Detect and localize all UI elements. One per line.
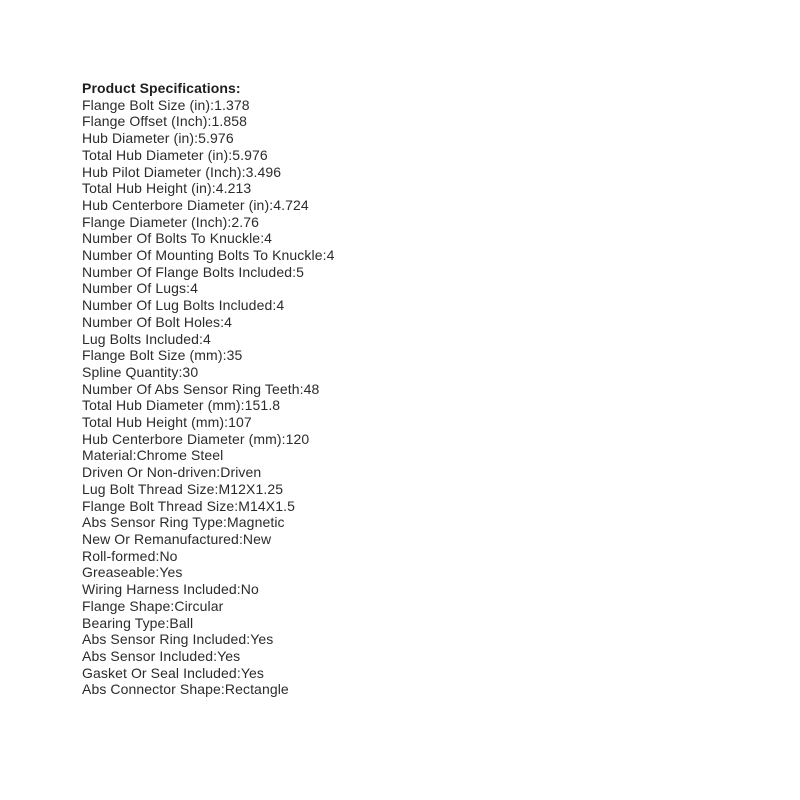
spec-row: Roll-formed:No [82, 547, 178, 564]
spec-row: Gasket Or Seal Included:Yes [82, 664, 264, 681]
spec-row: Greaseable:Yes [82, 564, 183, 581]
spec-row: Total Hub Diameter (mm):151.8 [82, 397, 281, 414]
spec-row: Abs Sensor Ring Type:Magnetic [82, 514, 285, 531]
spec-row: Total Hub Height (mm):107 [82, 414, 252, 431]
spec-row: Abs Connector Shape:Rectangle [82, 681, 289, 698]
spec-row: Flange Bolt Size (mm):35 [82, 347, 243, 364]
spec-row: Material:Chrome Steel [82, 447, 224, 464]
spec-row: Number Of Abs Sensor Ring Teeth:48 [82, 380, 320, 397]
spec-row: Number Of Lugs:4 [82, 280, 198, 297]
spec-row: Flange Shape:Circular [82, 597, 224, 614]
spec-row: Flange Bolt Thread Size:M14X1.5 [82, 497, 295, 514]
spec-row: Hub Diameter (in):5.976 [82, 130, 234, 147]
spec-row: Lug Bolt Thread Size:M12X1.25 [82, 480, 284, 497]
spec-row: Flange Offset (Inch):1.858 [82, 113, 247, 130]
spec-row: Abs Sensor Ring Included:Yes [82, 631, 274, 648]
spec-row: Number Of Mounting Bolts To Knuckle:4 [82, 247, 335, 264]
spec-row: Flange Diameter (Inch):2.76 [82, 213, 260, 230]
spec-row: Number Of Bolts To Knuckle:4 [82, 230, 273, 247]
spec-row: Driven Or Non-driven:Driven [82, 464, 262, 481]
spec-row: Total Hub Diameter (in):5.976 [82, 146, 268, 163]
spec-row: Number Of Flange Bolts Included:5 [82, 263, 304, 280]
spec-row: Flange Bolt Size (in):1.378 [82, 96, 250, 113]
spec-row: Hub Pilot Diameter (Inch):3.496 [82, 163, 282, 180]
spec-row: Abs Sensor Included:Yes [82, 647, 241, 664]
product-specifications-title: Product Specifications: [82, 80, 241, 96]
spec-row: Lug Bolts Included:4 [82, 330, 211, 347]
spec-row: Total Hub Height (in):4.213 [82, 180, 252, 197]
product-specifications-block [82, 80, 334, 698]
spec-row: Wiring Harness Included:No [82, 581, 259, 598]
spec-row: Number Of Bolt Holes:4 [82, 313, 233, 330]
spec-row: New Or Remanufactured:New [82, 530, 272, 547]
spec-list [82, 97, 334, 698]
spec-row: Hub Centerbore Diameter (mm):120 [82, 430, 310, 447]
spec-row: Number Of Lug Bolts Included:4 [82, 297, 285, 314]
spec-row: Hub Centerbore Diameter (in):4.724 [82, 196, 309, 213]
spec-row: Spline Quantity:30 [82, 363, 199, 380]
spec-row: Bearing Type:Ball [82, 614, 194, 631]
